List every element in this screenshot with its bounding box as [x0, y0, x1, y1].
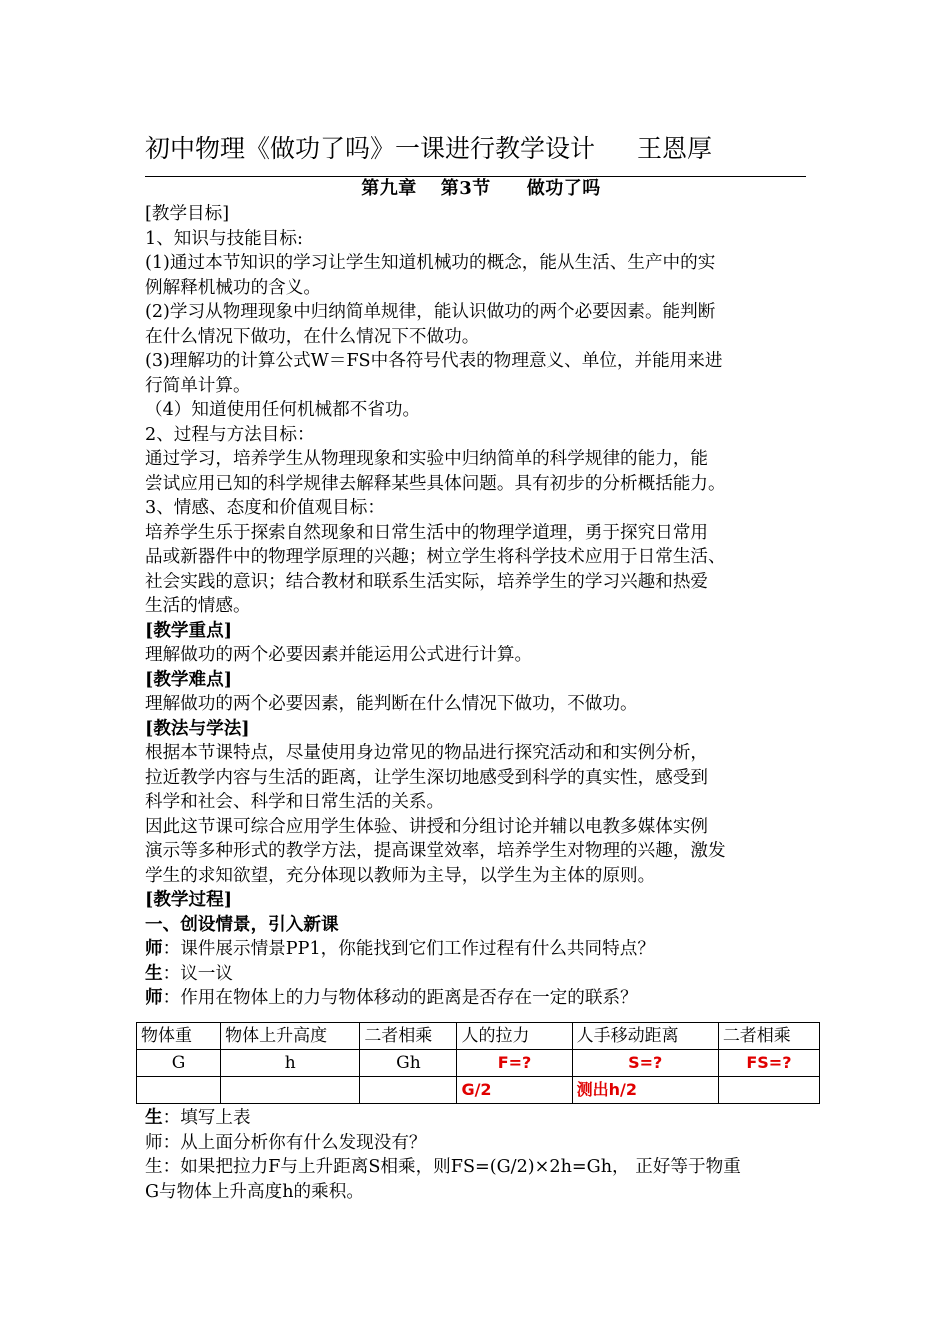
- dialog-line: G与物体上升高度h的乘积。: [145, 1181, 364, 1202]
- method-line: 演示等多种形式的教学方法，提高课堂效率，培养学生对物理的兴趣，激发: [145, 841, 726, 861]
- table-cell: FS=?: [718, 1050, 819, 1077]
- goal2-line: 通过学习，培养学生从物理现象和实验中归纳简单的科学规律的能力，能: [145, 449, 709, 469]
- table-header-cell: 二者相乘: [360, 1023, 457, 1050]
- dialog-line: 师：从上面分析你有什么发现没有？: [145, 1132, 427, 1153]
- table-cell: [718, 1077, 819, 1104]
- table-cell: S=?: [572, 1050, 718, 1077]
- goal3-line: 社会实践的意识；结合教材和联系生活实际，培养学生的学习兴趣和热爱: [145, 571, 709, 592]
- table-header-row: [137, 1023, 820, 1050]
- goal1-line: (2)学习从物理现象中归纳简单规律，能认识做功的两个必要因素。能判断: [145, 302, 716, 322]
- table-row: [137, 1050, 820, 1077]
- goal3-heading: 3、情感、态度和价值观目标：: [145, 498, 385, 518]
- dialog-line: [145, 1106, 817, 1131]
- table-cell: [221, 1077, 360, 1104]
- table-cell: G: [137, 1050, 221, 1077]
- table-header-cell: 二者相乘: [718, 1023, 819, 1050]
- dialog-text: ：填写上表: [162, 1108, 251, 1128]
- key-points-text: 理解做功的两个必要因素并能运用公式进行计算。: [145, 645, 533, 665]
- method-line: 科学和社会、科学和日常生活的关系。: [145, 792, 445, 812]
- process-heading: [教学过程]: [145, 889, 233, 910]
- table-row: [137, 1077, 820, 1104]
- goals-heading: [教学目标]: [145, 204, 230, 224]
- goal1-line: (3)理解功的计算公式W＝FS中各符号代表的物理意义、单位，并能用来进: [145, 351, 723, 371]
- dialog-text: ：议一议: [162, 963, 233, 984]
- goal1-line: （4）知道使用任何机械都不省功。: [145, 400, 421, 420]
- table-cell: [360, 1077, 457, 1104]
- speaker-label: 师: [145, 987, 163, 1008]
- dialog-text: ：作用在物体上的力与物体移动的距离是否存在一定的联系？: [162, 988, 638, 1008]
- method-line: 根据本节课特点，尽量使用身边常见的物品进行探究活动和和实例分析，: [145, 743, 709, 763]
- title-text: 初中物理《做功了吗》一课进行教学设计: [145, 134, 596, 163]
- document-body: [145, 176, 817, 1011]
- table-header-cell: 人手移动距离: [572, 1023, 718, 1050]
- goal1-line: 在什么情况下做功，在什么情况下不做功。: [145, 326, 480, 347]
- document-title: [145, 132, 805, 166]
- speaker-label: 生: [145, 1107, 163, 1128]
- chapter-number: 第九章: [361, 178, 417, 199]
- speaker-label: 生: [145, 962, 163, 984]
- difficulty-heading: [教学难点]: [145, 668, 233, 690]
- dialog-line: [145, 986, 817, 1011]
- goal2-line: 尝试应用已知的科学规律去解释某些具体问题。具有初步的分析概括能力。: [145, 473, 726, 494]
- table-cell: h: [221, 1050, 360, 1077]
- goal3-line: 培养学生乐于探索自然现象和日常生活中的物理学道理，勇于探究日常用: [145, 522, 709, 543]
- key-points-heading: [教学重点]: [145, 619, 233, 641]
- method-heading: [教法与学法]: [145, 717, 250, 739]
- dialog-line: [145, 937, 817, 962]
- goal1-line: 例解释机械功的含义。: [145, 277, 321, 298]
- goal1-heading: 1、知识与技能目标:: [145, 228, 303, 249]
- chapter-heading: [145, 176, 817, 202]
- table-header-cell: 物体上升高度: [221, 1023, 360, 1050]
- dialog-line: 生：如果把拉力F与上升距离S相乘，则FS=(G/2)×2h=Gh， 正好等于物重: [145, 1157, 741, 1177]
- method-line: 拉近教学内容与生活的距离，让学生深切地感受到科学的真实性，感受到: [145, 767, 709, 788]
- work-data-table: [136, 1022, 820, 1104]
- table-header-cell: 人的拉力: [457, 1023, 572, 1050]
- method-line: 学生的求知欲望，充分体现以教师为主导，以学生为主体的原则。: [145, 865, 656, 886]
- step1-heading: 一、创设情景，引入新课: [145, 913, 339, 935]
- table-cell: [137, 1077, 221, 1104]
- table-cell: Gh: [360, 1050, 457, 1077]
- section-number: 第3节: [440, 178, 491, 199]
- table-cell: G/2: [457, 1077, 572, 1104]
- goal3-line: 品或新器件中的物理学原理的兴趣；树立学生将科学技术应用于日常生活、: [145, 547, 726, 567]
- dialog-line: [145, 962, 817, 987]
- method-line: 因此这节课可综合应用学生体验、讲授和分组讨论并辅以电教多媒体实例: [145, 816, 709, 837]
- dialog-text: ：课件展示情景PP1，你能找到它们工作过程有什么共同特点？: [162, 939, 655, 959]
- table-header-cell: 物体重: [137, 1023, 221, 1050]
- goal1-line: (1)通过本节知识的学习让学生知道机械功的概念，能从生活、生产中的实: [145, 253, 716, 273]
- goal1-line: 行简单计算。: [145, 375, 251, 396]
- goal3-line: 生活的情感。: [145, 596, 251, 616]
- table-cell: F=?: [457, 1050, 572, 1077]
- table-cell: 测出h/2: [572, 1077, 718, 1104]
- post-table-text: [145, 1106, 817, 1204]
- speaker-label: 师: [145, 938, 163, 959]
- author-name: 王恩厚: [637, 134, 713, 163]
- section-name: 做功了吗: [526, 178, 601, 199]
- goal2-heading: 2、过程与方法目标：: [145, 424, 315, 445]
- difficulty-text: 理解做功的两个必要因素，能判断在什么情况下做功，不做功。: [145, 694, 638, 714]
